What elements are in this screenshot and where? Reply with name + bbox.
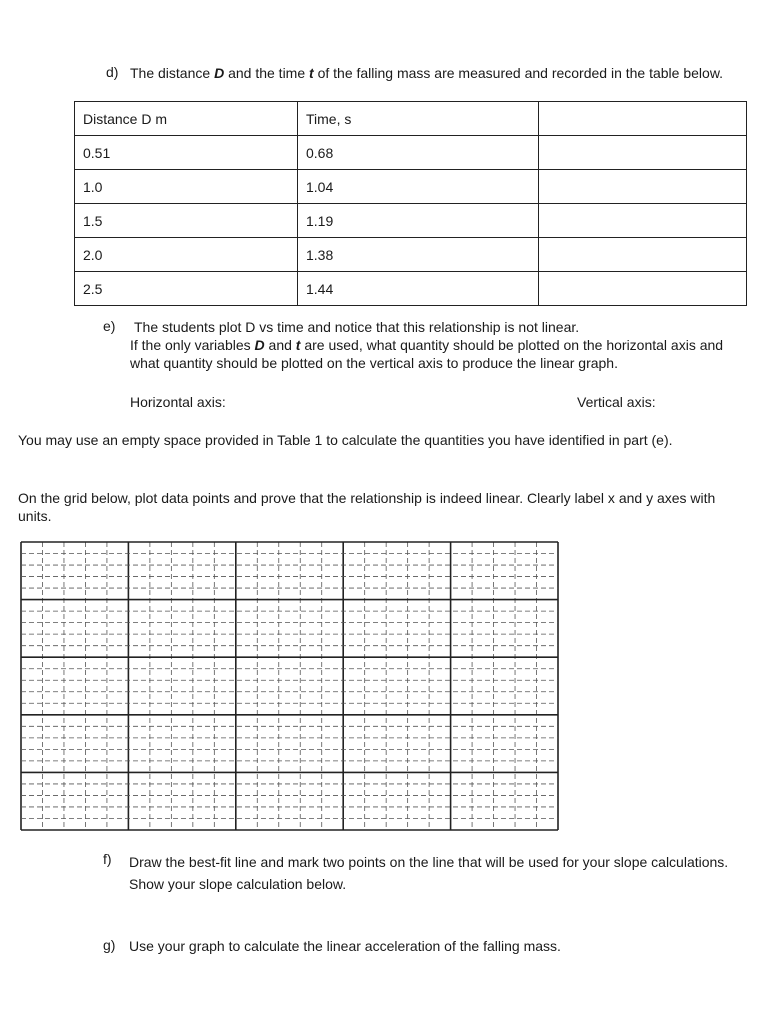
table-row xyxy=(75,170,747,204)
table-row xyxy=(75,204,747,238)
header-extra[interactable] xyxy=(539,102,747,136)
cell-time: 1.19 xyxy=(298,204,539,238)
cell-calc[interactable] xyxy=(539,136,747,170)
table-header-row xyxy=(75,102,747,136)
table-note: You may use an empty space provided in Table 1 to calculate the quantities you have identified in part (e). xyxy=(18,432,673,448)
header-distance: Distance D m xyxy=(75,102,298,136)
part-e-label: e) xyxy=(103,318,116,334)
cell-time: 0.68 xyxy=(298,136,539,170)
table-row xyxy=(75,136,747,170)
var-t: t xyxy=(309,65,314,81)
header-time: Time, s xyxy=(298,102,539,136)
cell-distance: 0.51 xyxy=(75,136,298,170)
var-t: t xyxy=(295,337,301,353)
table-row xyxy=(75,272,747,306)
cell-time: 1.04 xyxy=(298,170,539,204)
part-f-question: Draw the best-fit line and mark two points on the line that will be used for your slope calculations. Show your slope calculation below. xyxy=(129,854,729,892)
graph-grid-svg[interactable] xyxy=(20,541,559,831)
cell-calc[interactable] xyxy=(539,272,747,306)
part-d-question: The distance D and the time t of the falling mass are measured and recorded in the table below. xyxy=(130,65,724,81)
var-d: D xyxy=(214,65,225,81)
part-e-question: If the only variables D and t are used, what quantity should be plotted on the horizontal axis and what quantity should be plotted on the vertical axis to produce the linear graph. xyxy=(130,337,724,371)
graph-grid[interactable] xyxy=(20,541,559,831)
part-d-label: d) xyxy=(106,64,119,80)
cell-distance: 1.5 xyxy=(75,204,298,238)
part-f-label: f) xyxy=(103,851,112,867)
horizontal-axis-label: Horizontal axis: xyxy=(130,394,226,410)
cell-calc[interactable] xyxy=(539,238,747,272)
cell-calc[interactable] xyxy=(539,204,747,238)
grid-instruction: On the grid below, plot data points and prove that the relationship is indeed linear. Clearly label x and y axes with units. xyxy=(18,490,716,524)
table-row xyxy=(75,238,747,272)
part-e-line-1: The students plot D vs time and notice that this relationship is not linear. xyxy=(134,319,580,335)
cell-calc[interactable] xyxy=(539,170,747,204)
part-g-label: g) xyxy=(103,937,116,953)
cell-distance: 1.0 xyxy=(75,170,298,204)
vertical-axis-label: Vertical axis: xyxy=(577,394,656,410)
cell-distance: 2.5 xyxy=(75,272,298,306)
data-table xyxy=(74,101,747,306)
var-d: D xyxy=(254,337,265,353)
part-g-question: Use your graph to calculate the linear acceleration of the falling mass. xyxy=(129,938,561,954)
cell-time: 1.44 xyxy=(298,272,539,306)
cell-time: 1.38 xyxy=(298,238,539,272)
cell-distance: 2.0 xyxy=(75,238,298,272)
